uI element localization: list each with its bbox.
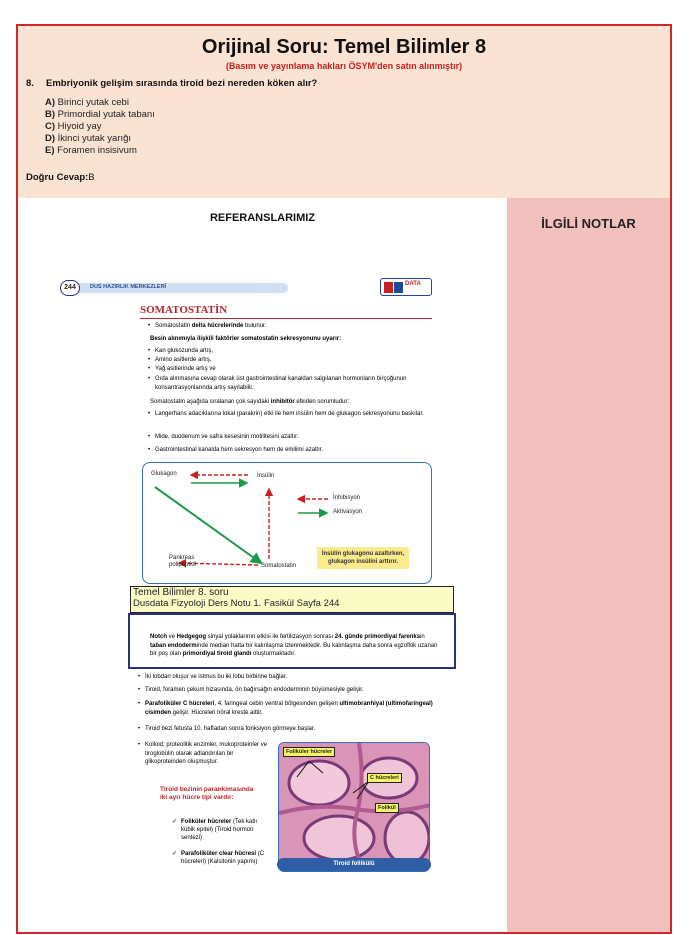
answer-label: Doğru Cevap: — [26, 172, 89, 183]
page-title: Orijinal Soru: Temel Bilimler 8 — [201, 36, 487, 58]
logo-square-blue — [394, 282, 403, 293]
option-letter: D) — [45, 133, 56, 144]
s1-list-item: • Gıda alınmasına cevap olarak üst gastrointestinal kanaldan salgılanan hormonların birçoğunun konsantrasyonlarında artış sayılabilir. — [147, 375, 434, 392]
histology-image — [278, 742, 430, 872]
option-letter: B) — [45, 109, 56, 120]
question-stem: Embriyonik gelişim sırasında tiroid bezi nereden köken alır? — [46, 78, 318, 89]
option-letter: A) — [45, 97, 56, 108]
t-bullet: • Tiroid, foramen çekum hizasında, ön bağırsağın endoderminin büyümesiyle gelişir. — [137, 686, 437, 695]
label-follicular-cells: Foliküler hücreler — [283, 747, 335, 757]
cell-types-heading: Tiroid bezinin parankimasında iki ayrı hücre tipi vardır: — [160, 786, 254, 801]
notes-title: İLGİLİ NOTLAR — [541, 216, 636, 231]
s1-list-item: • Kan glukozunda artış, — [147, 347, 432, 356]
label-c-cells: C hücreleri — [367, 773, 402, 783]
book-header — [60, 280, 440, 300]
s1-heading: Besin alınımıyla ilişkili faktörler somatostatin sekresyonunu uyarır: — [150, 336, 342, 342]
page-number: 244 — [60, 280, 80, 296]
legend-aktivasyon: Aktivasyon — [333, 509, 363, 515]
header-text: DUS HAZIRLIK MERKEZLERİ — [90, 284, 167, 290]
section-divider — [140, 318, 432, 319]
option-text: İkinci yutak yarığı — [57, 133, 132, 144]
section-title-somatostatin: SOMATOSTATİN — [140, 304, 228, 316]
dusdata-logo — [380, 278, 432, 296]
diagram-note: İnsülin glukagonu azaltırken, glukagon insülini arttırır. — [317, 547, 409, 569]
s1-list-item: • Amino asitlerde artış, — [147, 356, 432, 365]
cell-type-parafollicular: ✓ Parafoliküler clear hücresi (C hücreleri) (Kalsitonin yapımı) — [172, 850, 268, 866]
label-pankreas: Pankreas polipeptidi — [169, 555, 197, 568]
option-letter: C) — [45, 121, 56, 132]
references-title: REFERANSLARIMIZ — [209, 212, 316, 224]
t-bullet: • Parafoliküler C hücreleri, 4. faringeal cebin ventral bölgesinden gelişen ultimobranhiyal (ultimofaringeal) cisimden gelişir. Hücreleri nöral kreste aittir. — [137, 700, 437, 717]
s1-bullet: • Somatostatin delta hücrelerinde bulunur. — [147, 322, 432, 331]
question-number: 8. — [26, 78, 34, 89]
cell-type-follicular: ✓ Foliküler hücreler (Tek katlı kübik epitel) (Tiroid hormon sentezi) — [172, 818, 268, 842]
s1-inhib-item: • Langerhans adacıklarına lokal (parakrin) etki ile hem insülin hem de glukagon sekresyonunu baskılar. — [147, 410, 434, 419]
option-text: Birinci yutak cebi — [57, 97, 129, 108]
s1-inhib-item: • Gastrointestinal kanalda hem sekresyon hem de emilimi azaltır. — [147, 446, 434, 455]
label-insulin: İnsülin — [257, 473, 275, 479]
reference-overlay — [130, 586, 454, 613]
histology-caption: Tiroid follikülü — [277, 858, 431, 871]
hormone-diagram — [142, 462, 432, 584]
t-bullet: • Tiroid bezi fetusta 10. haftadan sonra fonksiyon görmeye başlar. — [137, 725, 437, 734]
logo-text: DATA — [405, 281, 421, 287]
overlay-line1: Temel Bilimler 8. soru — [133, 587, 229, 598]
label-glukagon: Glukagon — [151, 471, 177, 477]
t-bullet: • Kolloid; proteolitik enzimler, mukoproteinler ve tiroglobülin olarak adlandırılan bir glikoproteinden oluşmuştur. — [137, 741, 269, 767]
option-text: Hiyoid yay — [57, 121, 102, 132]
s1-paragraph: Somatostatin aşağıda sıralanan çok sayıdaki inhibitör etkiden sorumludur: — [150, 399, 350, 405]
label-follicle: Folikül — [375, 803, 399, 813]
copyright-note: (Basım ve yayınlama hakları ÖSYM'den satın alınmıştır) — [225, 61, 463, 71]
s1-inhib-item: • Mide, duodenum ve safra kesesinin motilitesini azaltır. — [147, 433, 434, 442]
overlay-line2: Dusdata Fizyoloji Ders Notu 1. Fasikül Sayfa 244 — [133, 598, 340, 609]
legend-inhibisyon: İnhibisyon — [333, 495, 361, 501]
option-text: Foramen insisivum — [57, 145, 137, 156]
logo-square-red — [384, 282, 393, 293]
option-text: Primordial yutak tabanı — [57, 109, 155, 120]
histology-texture — [279, 743, 430, 872]
tiroid-intro-text: Notch ve Hedgegog sinyal yolaklarının etkisi ile fertilizasyon sonrası 24. günde primordiyal farenksin taban endoderminde median hatta bir kalınlaşma izlenmektedir. Bu kalınlaşma daha sonra egzofitik uzanan bir poş olan primordiyal tiroid glandı oluşturmaktadır. — [150, 634, 438, 657]
label-somatostatin: Somatostatin — [261, 563, 297, 569]
t-bullet: • İki lobdan oluşur ve istmus bu iki lobu birbirine bağlar. — [137, 673, 437, 682]
answer-value: B — [88, 172, 95, 183]
s1-list-item: • Yağ asitlerinde artış ve — [147, 365, 432, 374]
option-letter: E) — [45, 145, 55, 156]
